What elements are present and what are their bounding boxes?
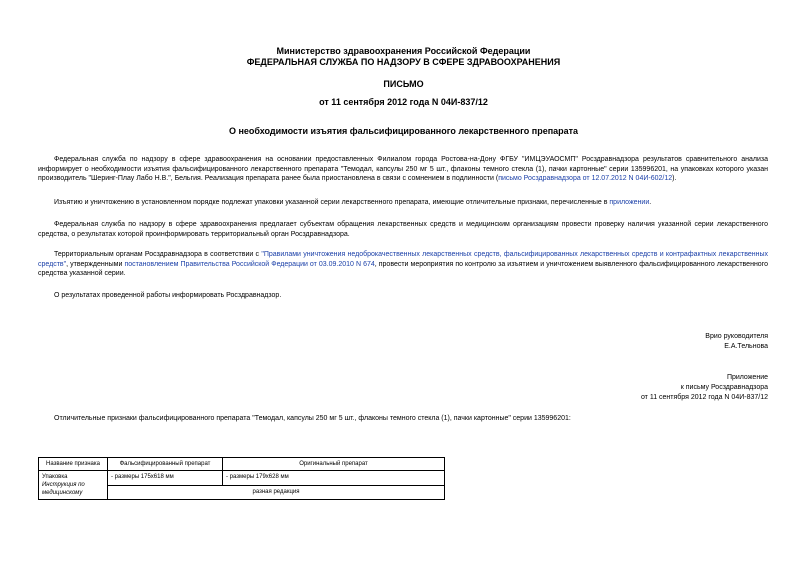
paragraph-2-end: . — [649, 199, 652, 206]
doc-date-number: от 11 сентября 2012 года N 04И-837/12 — [319, 97, 488, 107]
paragraph-5 — [38, 291, 768, 301]
paragraph-5-text: О результатах проведенной работы информировать Росздравнадзор. — [54, 292, 282, 299]
table-header-cell: Оригинальный препарат — [223, 458, 445, 471]
table-header-row — [39, 458, 445, 471]
signature-name: Е.А.Тельнова — [724, 343, 768, 350]
appendix-intro — [38, 414, 768, 424]
paragraph-4 — [38, 250, 768, 279]
paragraph-1-text: Федеральная служба по надзору в сфере здравоохранения на основании предоставленных Филиалом города Ростова-на-Дону ФГБУ "ИМЦЭУАОСМП" Росздравнадзора результатов сравнительного анализа информирует о необходимости изъятия фальсифицированного лекарственного препарата "Темодал, капсулы 250 мг 5 шт., флаконы темного стекла (1), пачки картонные" серии 135996201, на упаковках которого указан производитель "Шеринг-Плау Лабо Н.В.", Бельгия. Реализация препарата ранее была приостановлена в связи с сомнением в подлинности ( — [38, 156, 768, 182]
features-table — [38, 457, 445, 500]
appendix-intro-text: Отличительные признаки фальсифицированного препарата "Темодал, капсулы 250 мг 5 шт., флаконы темного стекла (1), пачки картонные" серии 135996201: — [54, 415, 571, 422]
paragraph-3 — [38, 220, 768, 239]
paragraph-2-text: Изъятию и уничтожению в установленном порядке подлежат упаковки указанной серии лекарственного препарата, имеющие отличительные признаки, перечисленные в — [54, 199, 610, 206]
doc-subject: О необходимости изъятия фальсифицированного лекарственного препарата — [228, 126, 579, 136]
table-cell-original: - размеры 179x628 мм — [223, 471, 445, 486]
link-government-decree-674[interactable]: постановлением Правительства Российской Федерации от 03.09.2010 N 674 — [124, 260, 375, 268]
link-letter-04i-602[interactable]: письмо Росздравнадзора от 12.07.2012 N 04И-602/12 — [498, 175, 673, 182]
paragraph-1 — [38, 155, 768, 184]
appendix-line-1: к письму Росздравнадзора — [680, 384, 768, 391]
paragraph-4-text-1: Территориальным органам Росздравнадзора в соответствии с — [54, 251, 262, 258]
service-title: ФЕДЕРАЛЬНАЯ СЛУЖБА ПО НАДЗОРУ В СФЕРЕ ЗДРАВООХРАНЕНИЯ — [246, 57, 561, 67]
doc-type: ПИСЬМО — [383, 79, 424, 89]
table-cell-feature-name — [39, 471, 108, 500]
paragraph-4-text-2: , утвержденными — [66, 260, 125, 268]
feature-name-instruction: Инструкция по медицинскому — [42, 482, 85, 496]
appendix-title: Приложение — [726, 374, 768, 381]
table-cell-falsified: - размеры 175x618 мм — [108, 471, 223, 486]
paragraph-4-text-3: , провести мероприятия по контролю за изъятием и уничтожением выявленного фальсифицированного лекарственного средства указанной серии. — [38, 260, 768, 277]
table-header-cell: Фальсифицированный препарат — [108, 458, 223, 471]
paragraph-3-text: Федеральная служба по надзору в сфере здравоохранения предлагает субъектам обращения лекарственных средств и медицинским организациям провести проверку наличия указанной серии лекарственного средства, о результатах которой проинформировать территориальный орган Росздравнадзора. — [38, 221, 768, 238]
link-destruction-rules[interactable]: "Правилами уничтожения недоброкачественных лекарственных средств, фальсифицированных лекарственных средств и контрафактных лекарственных средств" — [38, 251, 768, 268]
paragraph-2 — [38, 198, 768, 208]
table-header-cell: Название признака — [39, 458, 108, 471]
appendix-line-2: от 11 сентября 2012 года N 04И-837/12 — [640, 394, 768, 401]
feature-name-packaging: Упаковка — [42, 474, 68, 480]
signature-position: Врио руководителя — [705, 333, 768, 340]
ministry-title: Министерство здравоохранения Российской Федерации — [276, 46, 531, 56]
table-cell-merged: разная редакция — [108, 485, 445, 500]
link-appendix[interactable]: приложении — [609, 199, 650, 206]
paragraph-1-end: ). — [672, 175, 677, 182]
table-row — [39, 471, 445, 486]
